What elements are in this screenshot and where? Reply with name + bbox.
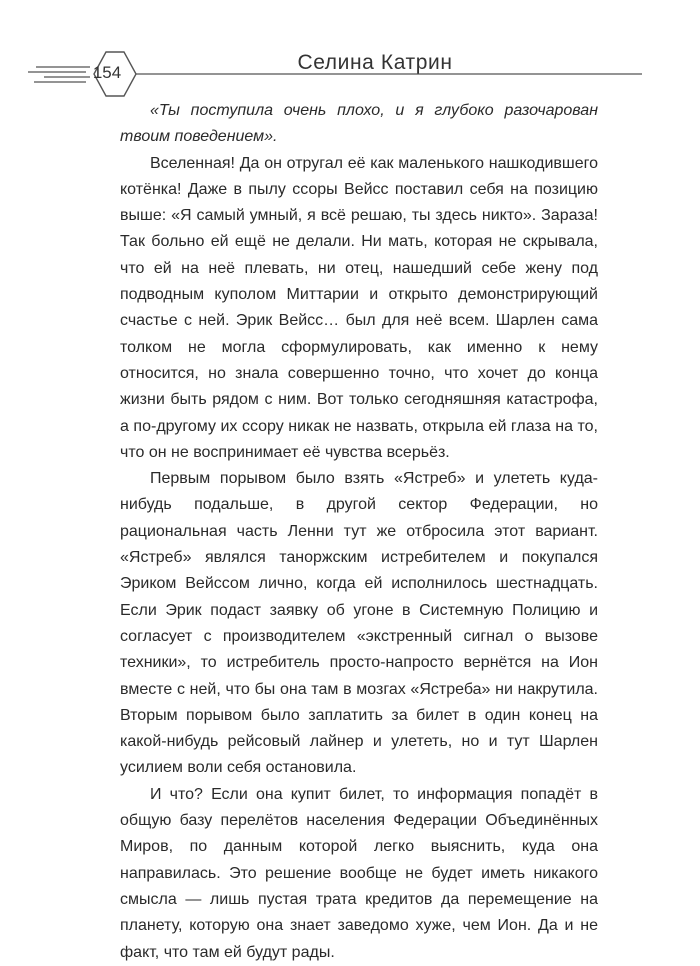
paragraph: И что? Если она купит билет, то информация попадёт в общую базу перелётов населения Федерации Объединённых Миров, по данным которой легко выяснить, куда она направилась. Это решение вообще не будет иметь никакого смысла — лишь пустая трата кредитов да перемещение на планету, которую она знает заведомо хуже, чем Ион. Да и не факт, что там ей будут рады. xyxy=(120,785,598,961)
paragraph: Первым порывом было взять «Ястреб» и улететь куда-нибудь подальше, в другой сектор Федерации, но рациональная часть Ленни тут же отбросила этот вариант. «Ястреб» являлся таноржским истребителем и покупался Эриком Вейссом лично, когда ей исполнилось шестнадцать. Если Эрик подаст заявку об угоне в Системную Полицию и согласует с производителем «экстренный сигнал о вызове техники», то истребитель просто-напросто вернётся на Ион вместе с ней, что бы она там в мозгах «Ястреба» ни накрутила. Вторым порывом было заплатить за билет в один конец на какой-нибудь рейсовый лайнер и улететь, но и тут Шарлен усилием воли себя остановила. xyxy=(120,470,598,777)
body-text xyxy=(120,98,598,966)
running-title: Селина Катрин xyxy=(297,51,453,74)
paragraph: «Ты поступила очень плохо, и я глубоко разочарован твоим поведением». xyxy=(120,102,598,146)
page-header xyxy=(0,0,700,110)
paragraph: Вселенная! Да он отругал её как маленького нашкодившего котёнка! Даже в пылу ссоры Вейсс поставил себя на позицию выше: «Я самый умный, я всё решаю, ты здесь никто». Зараза! Так больно ей ещё не делали. Ни мать, которая не скрывала, что ей на неё плевать, ни отец, нашедший себе жену под подводным куполом Миттарии и открыто демонстрирующий счастье с ней. Эрик Вейсс… был для неё всем. Шарлен сама толком не могла сформулировать, как именно к нему относится, но знала совершенно точно, что хочет до конца жизни быть рядом с ним. Вот только сегодняшняя катастрофа, а по-другому их ссору никак не назвать, открыла ей глаза на то, что он не воспринимает её чувства всерьёз. xyxy=(120,154,598,461)
page-number: 154 xyxy=(92,63,122,82)
